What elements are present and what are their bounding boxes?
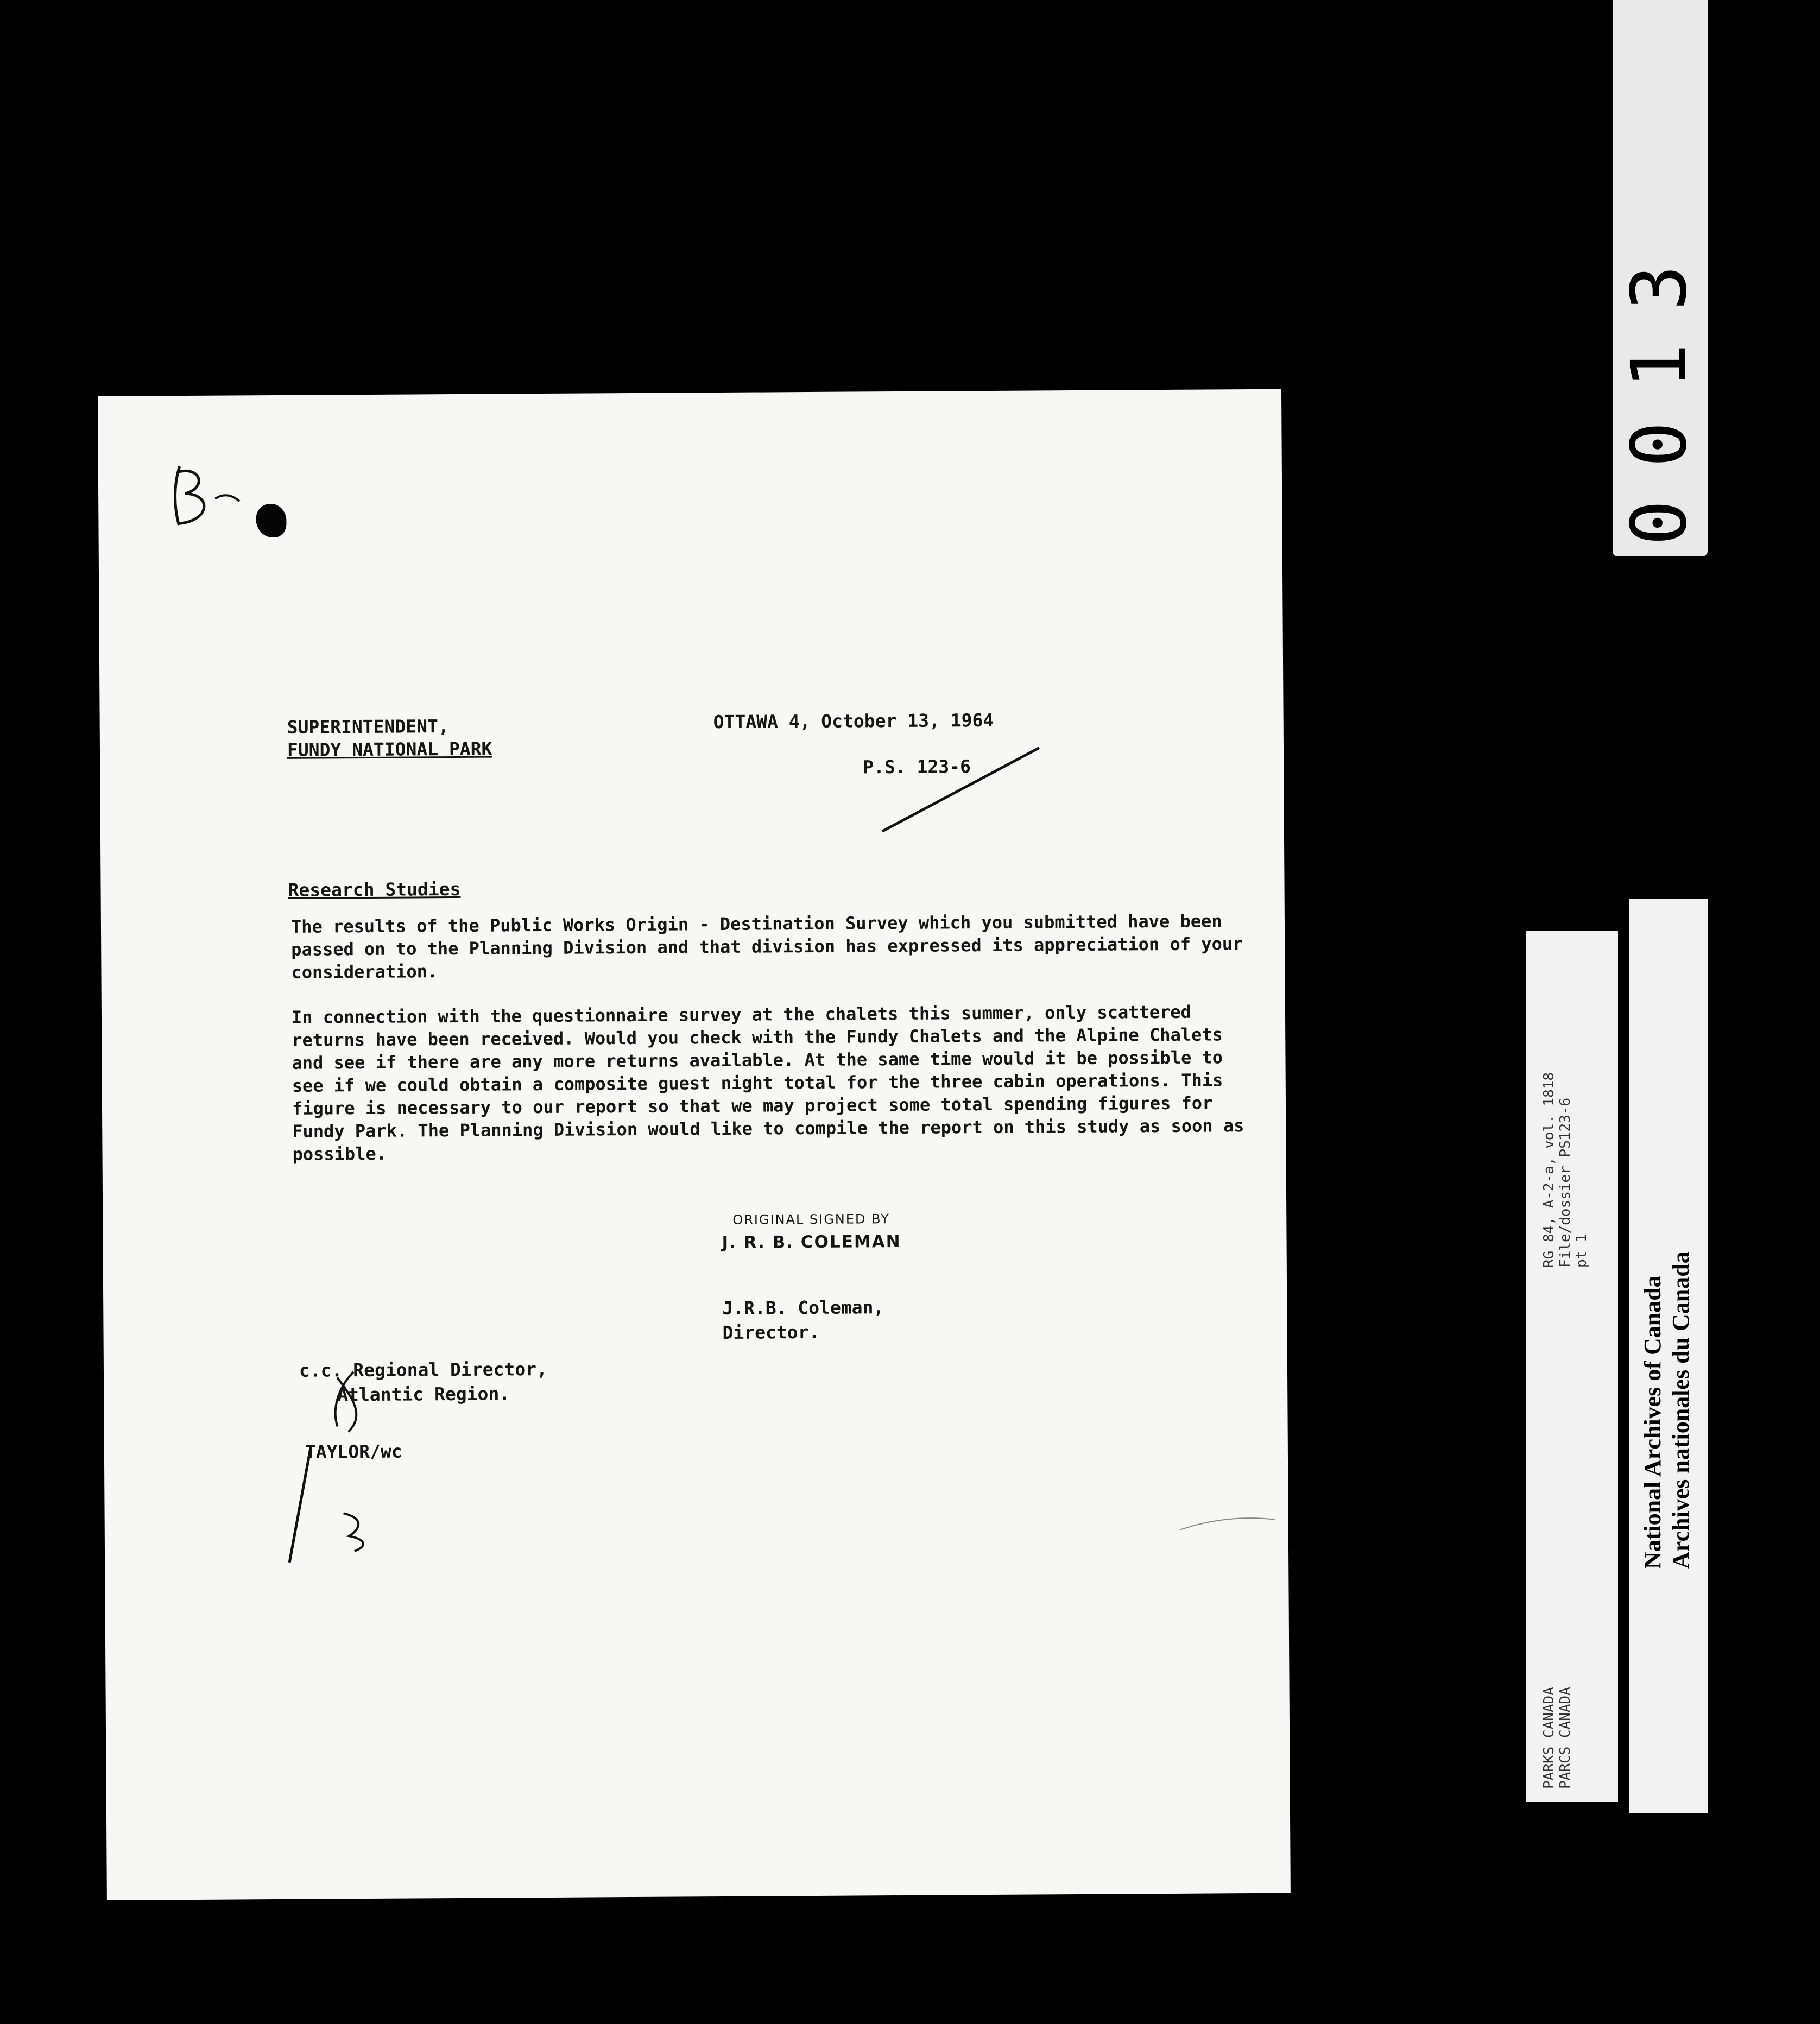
addressee-line2: FUNDY NATIONAL PARK xyxy=(287,738,492,761)
signatory-name: J.R.B. Coleman, xyxy=(722,1296,884,1319)
reference-line1: RG 84, A-2-a, vol. 1818 xyxy=(1541,1072,1557,1268)
cc-line1: c.c. Regional Director, xyxy=(299,1358,548,1381)
paragraph-2-text: In connection with the questionnaire survey at the chalets this summer, only scattered returns have been received. Would you check with the Fundy Chalets and the Alpine Chalets and see if there are any more returns available. At the same time would it be possible to see if we could obtain a composite guest night total for the three cabin operations. This figure is necessary to our report so that we may project some total spending figures for Fundy Park. The Planning Division would like to compile the report on this study as soon as possible. xyxy=(291,1001,1244,1165)
reference-line3: pt 1 xyxy=(1573,1234,1590,1268)
archive-reference-label xyxy=(1526,931,1618,1802)
pen-stroke xyxy=(871,743,1045,837)
paragraph-1 xyxy=(291,909,1258,984)
typist-reference: TAYLOR/wc xyxy=(305,1440,402,1463)
agency-line2: PARCS CANADA xyxy=(1557,1687,1573,1789)
handwritten-initial xyxy=(163,460,251,537)
subject-heading: Research Studies xyxy=(288,878,461,901)
signed-stamp-line2: J. R. B. COLEMAN xyxy=(722,1231,901,1253)
place-date: OTTAWA 4, October 13, 1964 xyxy=(713,709,994,733)
paragraph-1-text: The results of the Public Works Origin - Destination Survey which you submitted have been passed on to the Planning Division and that division has expressed its appreciation of your consideration. xyxy=(290,910,1243,983)
signatory-title: Director. xyxy=(722,1321,820,1344)
institution-line2: Archives nationales du Canada xyxy=(1667,1251,1694,1569)
paragraph-2 xyxy=(292,1000,1259,1166)
paper-crease xyxy=(1180,1513,1278,1535)
agency-line1: PARKS CANADA xyxy=(1541,1687,1557,1789)
signed-stamp-line1: ORIGINAL SIGNED BY xyxy=(732,1211,890,1228)
reference-line2: File/dossier PS123-6 xyxy=(1557,1097,1573,1268)
letter-sheet xyxy=(98,389,1291,1900)
addressee-line1: SUPERINTENDENT, xyxy=(287,716,449,738)
institution-label xyxy=(1629,899,1708,1813)
punch-mark xyxy=(256,504,286,537)
frame-number: 0013 xyxy=(1615,232,1704,546)
handwritten-tick xyxy=(272,1367,393,1568)
file-reference: P.S. 123-6 xyxy=(863,756,971,778)
frame-counter-strip xyxy=(1613,0,1708,556)
cc-line2: Atlantic Region. xyxy=(337,1383,510,1406)
institution-line1: National Archives of Canada xyxy=(1639,1275,1666,1569)
